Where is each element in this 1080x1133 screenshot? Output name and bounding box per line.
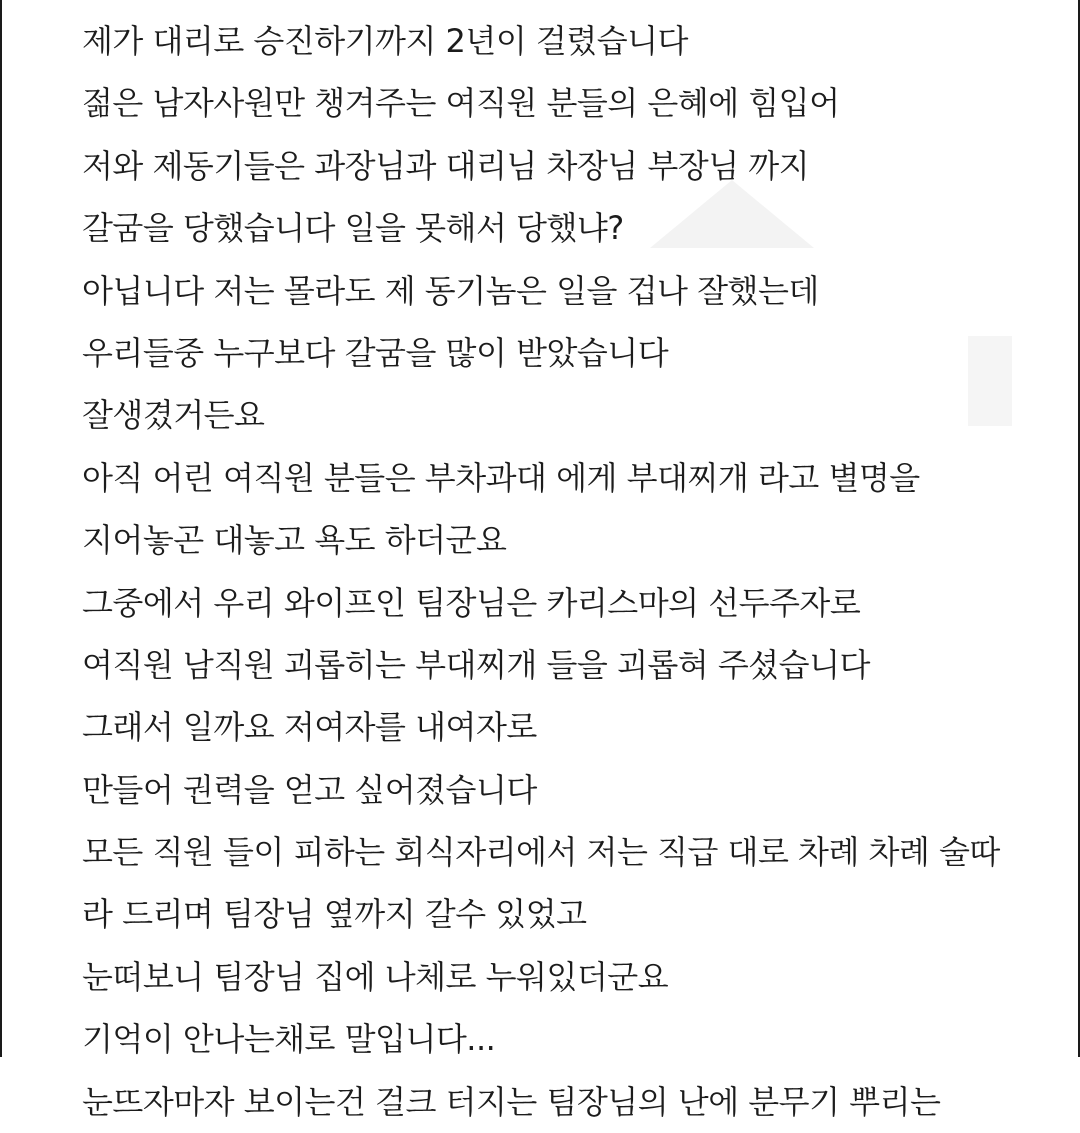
- text-line-6: 우리들중 누구보다 갈굼을 많이 받았습니다: [82, 333, 669, 372]
- text-line-8: 아직 어린 여직원 분들은 부차과대 에게 부대찌개 라고 별명을: [82, 458, 920, 497]
- text-line-1: 제가 대리로 승진하기까지 2년이 걸렸습니다: [82, 22, 688, 60]
- text-line-14: 모든 직원 들이 피하는 회식자리에서 저는 직급 대로 차례 차례 술따: [82, 833, 1000, 872]
- text-line-12: 그래서 일까요 저여자를 내여자로: [82, 708, 537, 747]
- text-line-5: 아닙니다 저는 몰라도 제 동기놈은 일을 겁나 잘했는데: [82, 271, 819, 310]
- story-text: [82, 10, 1062, 1133]
- text-line-9: 지어놓곤 대놓고 욕도 하더군요: [82, 521, 507, 560]
- text-line-2: 젊은 남자사원만 챙겨주는 여직원 분들의 은혜에 힘입어: [82, 84, 840, 123]
- text-line-3: 저와 제동기들은 과장님과 대리님 차장님 부장님 까지: [82, 146, 810, 185]
- text-line-7: 잘생겼거든요: [82, 396, 265, 435]
- text-line-17: 기억이 안나는채로 말입니다...: [82, 1020, 496, 1059]
- text-line-11: 여직원 남직원 괴롭히는 부대찌개 들을 괴롭혀 주셨습니다: [82, 645, 870, 684]
- text-line-4: 갈굼을 당했습니다 일을 못해서 당했냐?: [82, 209, 624, 248]
- text-line-10: 그중에서 우리 와이프인 팀장님은 카리스마의 선두주자로: [82, 583, 861, 622]
- text-line-15: 라 드리며 팀장님 옆까지 갈수 있었고: [82, 895, 587, 934]
- text-line-18: 눈뜨자마자 보이는건 걸크 터지는 팀장님의 난에 분무기 뿌리는: [82, 1082, 941, 1121]
- text-line-13: 만들어 권력을 얻고 싶어졌습니다: [82, 770, 537, 809]
- text-line-16: 눈떠보니 팀장님 집에 나체로 누워있더군요: [82, 957, 669, 996]
